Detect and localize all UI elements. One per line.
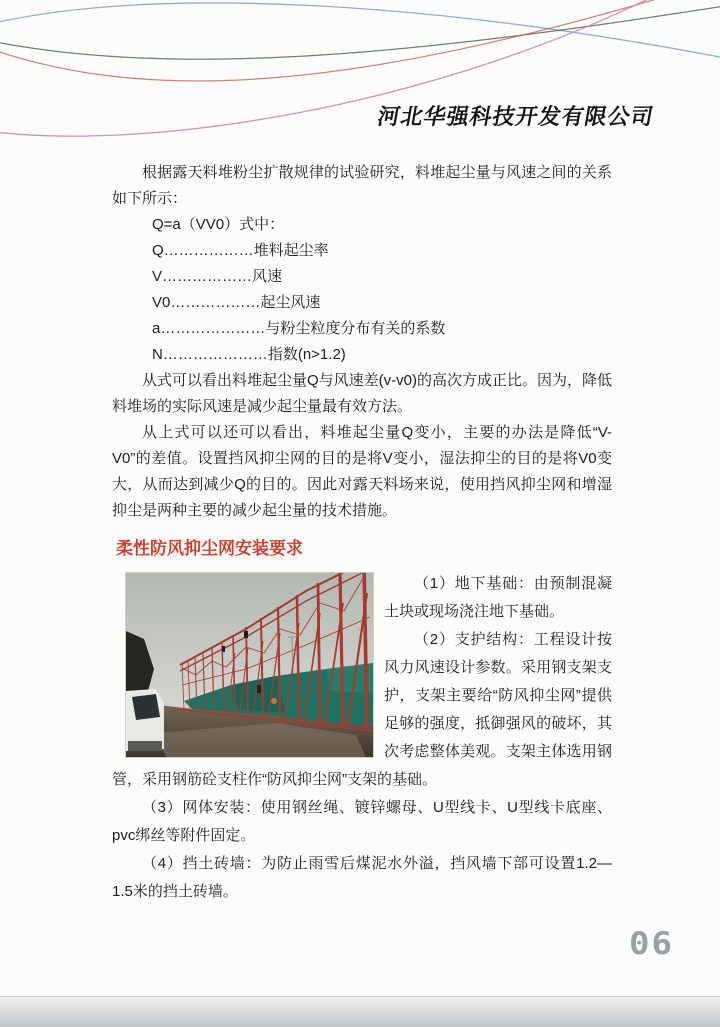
decorative-curves: [0, 0, 720, 170]
formula-line-q: Q………………堆料起尘率: [152, 242, 329, 259]
formula-line-a: a…………………与粉尘粒度分布有关的系数: [152, 320, 446, 337]
curve-red: [0, 0, 700, 81]
formula-line-n: N…………………指数(n>1.2): [152, 346, 346, 363]
installation-section: [112, 570, 612, 906]
page-number: 06: [629, 925, 674, 963]
section-heading: 柔性防风抑尘网安装要求: [116, 539, 303, 558]
intro-paragraph: 根据露天料堆粉尘扩散规律的试验研究，料堆起尘量与风速之间的关系如下所示：: [112, 164, 612, 207]
formula-block: [152, 212, 612, 368]
curve-dark: [0, 6, 720, 59]
main-content: [112, 160, 612, 906]
numbered-item-3: （3）网体安装：使用钢丝绳、镀锌螺母、U型线卡、U型线卡底座、pvc绑丝等附件固定。: [112, 799, 612, 844]
formula-line-v0: V0………………起尘风速: [152, 294, 321, 311]
footer-bar: [0, 996, 720, 1027]
photo-worker-vest: [271, 698, 277, 704]
body-paragraph-2: 从上式可以还可以看出，料堆起尘量Q变小，主要的办法是降低“V-V0”的差值。设置挡风抑尘网的目的是将V变小，湿法抑尘的目的是将V0变大，从而达到减少Q的目的。因此对露天料场来说，使用挡风抑尘网和增湿抑尘是两种主要的减少起尘量的技术措施。: [112, 424, 612, 519]
formula-equation: Q=a（VV0）式中：: [152, 216, 285, 233]
body-paragraph-1: 从式可以看出料堆起尘量Q与风速差(v-v0)的高次方成正比。因为，降低料堆场的实际风速是减少起尘量最有效方法。: [112, 372, 612, 415]
numbered-item-2: （2）支护结构：工程设计按风力风速设计参数。采用钢支架支护，支架主要给“防风抑尘网”提供足够的强度，抵御强风的破坏，其次考虑整体美观。支架主体选用钢管，采用钢筋砼支柱作“防风抑尘网”支架的基础。: [112, 631, 612, 788]
site-photo: [125, 572, 374, 758]
site-photo-graphic: [126, 573, 373, 757]
photo-truck: [126, 689, 164, 751]
company-name: 河北华强科技开发有限公司: [375, 104, 657, 129]
formula-line-v: V………………风速: [152, 268, 283, 285]
numbered-item-4: （4）挡土砖墙：为防止雨雪后煤泥水外溢，挡风墙下部可设置1.2—1.5米的挡土砖墙。: [112, 855, 612, 900]
numbered-item-1: （1）地下基础：由预制混凝土块或现场浇注地下基础。: [384, 575, 612, 620]
